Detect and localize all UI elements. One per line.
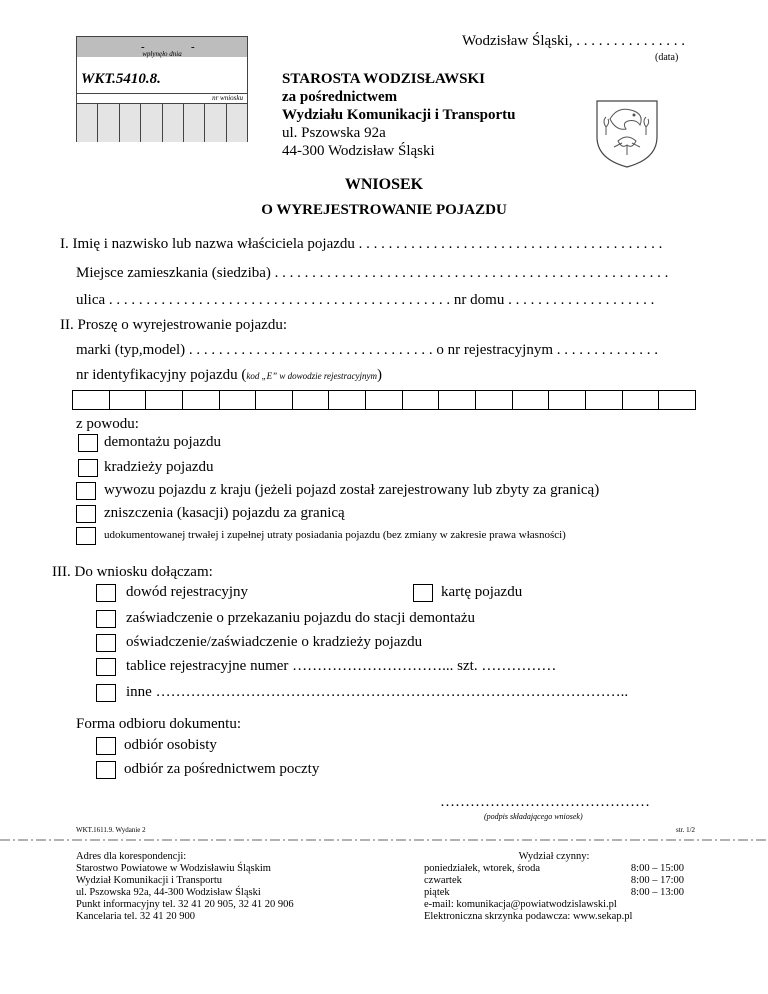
contact-line: Kancelaria tel. 32 41 20 900 <box>76 911 195 922</box>
case-number-cell[interactable] <box>205 104 226 142</box>
attachment-checkbox-registration[interactable] <box>96 584 116 602</box>
case-number-cell[interactable] <box>184 104 205 142</box>
delivery-label: odbiór osobisty <box>124 737 217 753</box>
vin-cell[interactable] <box>293 391 330 409</box>
case-number-cells[interactable] <box>77 103 247 142</box>
reason-checkbox-destruction-abroad[interactable] <box>76 505 96 523</box>
vin-cell[interactable] <box>73 391 110 409</box>
plates-field[interactable]: tablice rejestracyjne numer …………………………... szt. …………… <box>126 658 557 674</box>
hours-days: poniedziałek, wtorek, środa <box>424 863 541 874</box>
street-field[interactable]: ulica . . . . . . . . . . . . . . . . . . . . . . . . . . . . . . . . . . . . . . . . . . . . . . nr domu . . . . . . . . . . . . . . . . . . . . <box>76 292 655 308</box>
attachment-checkbox-vehicle-card[interactable] <box>413 584 433 602</box>
vin-cell[interactable] <box>513 391 550 409</box>
reason-checkbox-export[interactable] <box>76 482 96 500</box>
section2-heading: II. Proszę o wyrejestrowanie pojazdu: <box>60 317 288 333</box>
addressee-department: Wydziału Komunikacji i Transportu <box>282 107 516 123</box>
received-band <box>77 37 247 57</box>
vin-cell[interactable] <box>623 391 660 409</box>
vin-cell[interactable] <box>366 391 403 409</box>
contact-epuap[interactable]: Elektroniczna skrzynka podawcza: www.sekap.pl <box>424 911 633 922</box>
vin-label-text: nr identyfikacyjny pojazdu ( <box>76 367 247 383</box>
reason-heading: z powodu: <box>76 416 139 432</box>
addressee-city: 44-300 Wodzisław Śląski <box>282 143 435 159</box>
place-date-line[interactable]: Wodzisław Śląski, . . . . . . . . . . . . . . . <box>462 33 685 49</box>
reason-checkbox-dismantling[interactable] <box>78 434 98 452</box>
vin-cell[interactable] <box>110 391 147 409</box>
delivery-checkbox-mail[interactable] <box>96 761 116 779</box>
vin-cell[interactable] <box>183 391 220 409</box>
opening-hours <box>424 851 684 923</box>
correspondence-address <box>76 851 294 923</box>
case-number-cell[interactable] <box>98 104 119 142</box>
case-number: WKT.5410.8. <box>81 71 161 87</box>
page-number: str. 1/2 <box>676 826 696 834</box>
vin-cell[interactable] <box>659 391 695 409</box>
delivery-label: odbiór za pośrednictwem poczty <box>124 761 320 777</box>
reason-checkbox-loss-of-possession[interactable] <box>76 527 96 545</box>
contact-line: ul. Pszowska 92a, 44-300 Wodzisław Śląski <box>76 887 261 898</box>
residence-field[interactable]: Miejsce zamieszkania (siedziba) . . . . . . . . . . . . . . . . . . . . . . . . . . . . . . . . . . . . . . . . . . . . . . . . . . . . . <box>76 265 669 281</box>
vin-label <box>76 367 382 384</box>
contact-email[interactable]: e-mail: komunikacja@powiatwodzislawski.pl <box>424 899 617 910</box>
addressee-via: za pośrednictwem <box>282 89 398 105</box>
case-number-cell[interactable] <box>163 104 184 142</box>
case-number-cell[interactable] <box>141 104 162 142</box>
vin-cell[interactable] <box>146 391 183 409</box>
reason-label: wywozu pojazdu z kraju (jeżeli pojazd został zarejestrowany lub zbyty za granicą) <box>104 482 600 498</box>
document-code: WKT.1611.9. Wydanie 2 <box>76 826 146 834</box>
attachment-label: zaświadczenie o przekazaniu pojazdu do stacji demontażu <box>126 610 476 626</box>
section3-heading: III. Do wniosku dołączam: <box>52 564 213 580</box>
delivery-checkbox-personal[interactable] <box>96 737 116 755</box>
vehicle-make-field[interactable]: marki (typ,model) . . . . . . . . . . . . . . . . . . . . . . . . . . . . . . . . . o nr rejestracyjnym . . . . . . . . . . . . . . <box>76 342 659 358</box>
reason-label: zniszczenia (kasacji) pojazdu za granicą <box>104 505 345 521</box>
coat-of-arms-icon <box>592 97 662 169</box>
vin-cell[interactable] <box>476 391 513 409</box>
cut-line <box>0 838 768 842</box>
other-attachment-field[interactable]: inne ………………………………………………………………………………….. <box>126 684 629 700</box>
reason-checkbox-theft[interactable] <box>78 459 98 477</box>
attachment-checkbox-dismantling-cert[interactable] <box>96 610 116 628</box>
hours-row <box>424 875 684 887</box>
attachment-checkbox-plates[interactable] <box>96 658 116 676</box>
vin-cell[interactable] <box>403 391 440 409</box>
received-label: wpłynęło dnia <box>142 50 182 58</box>
date-label: (data) <box>655 52 679 63</box>
form-title: WNIOSEK <box>344 176 424 193</box>
reason-label: demontażu pojazdu <box>104 434 222 450</box>
hours-days: czwartek <box>424 875 462 886</box>
addressee-block <box>282 70 516 160</box>
contact-line: Starostwo Powiatowe w Wodzisławiu Śląskim <box>76 863 271 874</box>
attachment-checkbox-other[interactable] <box>96 684 116 702</box>
hours-time: 8:00 – 13:00 <box>630 887 684 898</box>
signature-line[interactable]: …………………………………… <box>440 794 650 810</box>
hours-heading: Wydział czynny: <box>518 851 590 862</box>
attachment-label: oświadczenie/zaświadczenie o kradzieży pojazdu <box>126 634 423 650</box>
registry-stamp <box>76 36 248 142</box>
hours-time: 8:00 – 15:00 <box>630 863 684 874</box>
contact-line: Adres dla korespondencji: <box>76 851 187 862</box>
case-number-cell[interactable] <box>227 104 247 142</box>
case-number-cell[interactable] <box>77 104 98 142</box>
contact-line: Wydział Komunikacji i Transportu <box>76 875 223 886</box>
attachment-label: kartę pojazdu <box>441 584 523 600</box>
vin-label-close: ) <box>377 367 383 383</box>
vin-cell[interactable] <box>256 391 293 409</box>
hours-time: 8:00 – 17:00 <box>630 875 684 886</box>
vin-cell[interactable] <box>586 391 623 409</box>
vin-cell[interactable] <box>439 391 476 409</box>
form-subtitle: O WYREJESTROWANIE POJAZDU <box>261 202 507 218</box>
hours-row <box>424 887 684 899</box>
case-number-label: nr wniosku <box>212 94 243 102</box>
vin-cells[interactable] <box>72 390 696 410</box>
hours-row <box>424 863 684 875</box>
reason-label: udokumentowanej trwałej i zupełnej utraty posiadania pojazdu (bez zmiany w zakresie prawa własności) <box>104 529 566 541</box>
owner-name-field[interactable]: I. Imię i nazwisko lub nazwa właściciela pojazdu . . . . . . . . . . . . . . . . . . . . . . . . . . . . . . . . . . . . . . . . . <box>60 236 663 252</box>
received-dash: - <box>191 41 195 53</box>
vin-hint: kod „E” w dowodzie rejestracyjnym <box>246 371 378 381</box>
signature-label: (podpis składającego wniosek) <box>484 812 583 821</box>
vin-cell[interactable] <box>549 391 586 409</box>
attachment-checkbox-theft-cert[interactable] <box>96 634 116 652</box>
addressee-title: STAROSTA WODZISŁAWSKI <box>282 71 485 87</box>
contact-line: Punkt informacyjny tel. 32 41 20 905, 32 41 20 906 <box>76 899 294 910</box>
vin-cell[interactable] <box>220 391 257 409</box>
addressee-street: ul. Pszowska 92a <box>282 125 386 141</box>
hours-days: piątek <box>424 887 450 898</box>
delivery-heading: Forma odbioru dokumentu: <box>76 716 241 732</box>
vin-cell[interactable] <box>329 391 366 409</box>
received-dash: - <box>141 41 145 53</box>
attachment-label: dowód rejestracyjny <box>126 584 249 600</box>
reason-label: kradzieży pojazdu <box>104 459 214 475</box>
case-number-cell[interactable] <box>120 104 141 142</box>
